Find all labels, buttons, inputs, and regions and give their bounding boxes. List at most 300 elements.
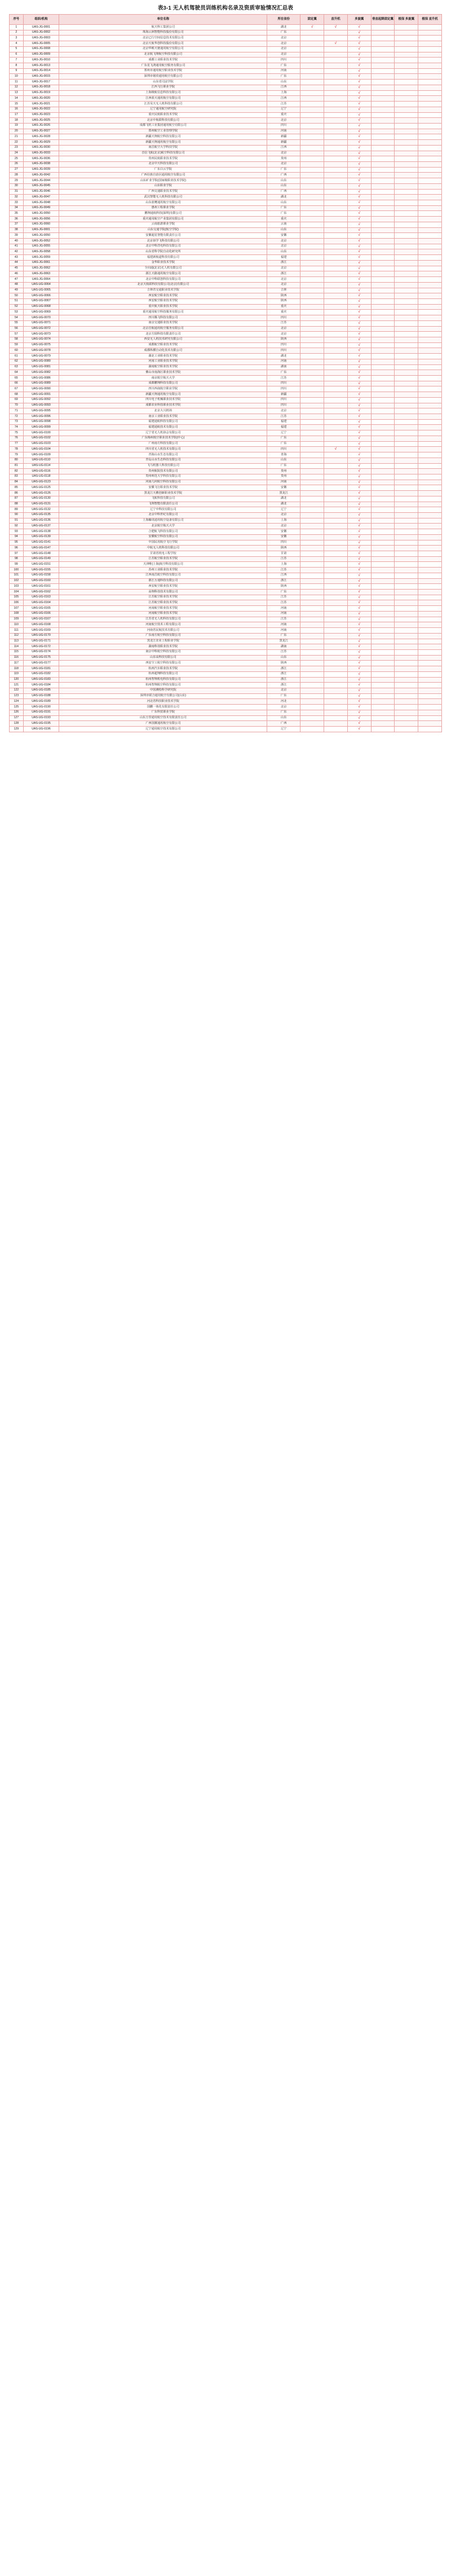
row-multirotor	[347, 211, 371, 217]
row-province: 陕西	[267, 298, 300, 304]
table-row	[10, 699, 442, 705]
row-org-name: 郑州市通用航空职业技术学院	[59, 68, 267, 74]
row-org-name: 北京天航联科技有限公司(北京)有限公司	[59, 282, 267, 288]
row-helicopter	[324, 46, 348, 52]
row-index: 18	[10, 118, 24, 124]
row-helicopter	[324, 699, 348, 705]
row-index: 27	[10, 167, 24, 173]
row-org-name: 贵州师范大学科技有限公司	[59, 474, 267, 480]
table-row	[10, 96, 442, 102]
row-multirotor	[347, 441, 371, 447]
check-icon: √	[358, 222, 360, 226]
row-plant-helicopter	[418, 304, 442, 310]
row-helicopter	[324, 397, 348, 403]
row-helicopter	[324, 167, 348, 173]
row-province: 北京	[267, 705, 300, 710]
check-icon: √	[358, 513, 360, 517]
row-vtol-fixed-wing	[371, 25, 395, 30]
row-org-name: 深圳市联合通用航空有限公司(山东)	[59, 693, 267, 699]
row-helicopter	[324, 425, 348, 430]
row-org-name: 湖南航空职业技术学院	[59, 364, 267, 370]
table-row	[10, 436, 442, 441]
row-province: 河南	[267, 628, 300, 634]
row-multirotor	[347, 727, 371, 732]
row-code: UAS-UG-0118	[23, 474, 59, 480]
row-fixed-wing	[300, 666, 324, 672]
row-province: 广东	[267, 710, 300, 715]
row-province: 河南	[267, 606, 300, 612]
check-icon: √	[358, 694, 360, 698]
row-code: UAS-UG-0161	[23, 584, 59, 590]
row-fixed-wing	[300, 403, 324, 408]
row-plant-helicopter	[418, 386, 442, 392]
row-multirotor	[347, 556, 371, 562]
row-org-name: 西安航空职业技术学院	[59, 584, 267, 590]
row-vtol-fixed-wing	[371, 693, 395, 699]
check-icon: √	[358, 184, 360, 188]
row-plant-multirotor	[395, 227, 418, 233]
row-vtol-fixed-wing	[371, 85, 395, 90]
row-code: UAS-UG-0162	[23, 590, 59, 595]
check-icon: √	[358, 157, 360, 161]
row-plant-multirotor	[395, 195, 418, 200]
row-helicopter	[324, 233, 348, 239]
row-province: 重庆	[267, 310, 300, 315]
row-code: UAS-JG-0001	[23, 227, 59, 233]
row-multirotor	[347, 447, 371, 452]
check-icon: √	[358, 349, 360, 353]
row-vtol-fixed-wing	[371, 452, 395, 458]
table-row	[10, 359, 442, 364]
row-plant-multirotor	[395, 145, 418, 151]
check-icon: √	[358, 705, 360, 709]
row-helicopter	[324, 436, 348, 441]
row-index: 83	[10, 474, 24, 480]
row-plant-helicopter	[418, 310, 442, 315]
table-row	[10, 140, 442, 146]
row-index: 62	[10, 359, 24, 364]
row-fixed-wing	[300, 90, 324, 96]
row-vtol-fixed-wing	[371, 310, 395, 315]
row-province: 河南	[267, 129, 300, 134]
row-plant-multirotor	[395, 90, 418, 96]
row-vtol-fixed-wing	[371, 129, 395, 134]
row-fixed-wing	[300, 683, 324, 688]
row-fixed-wing	[300, 584, 324, 590]
row-helicopter	[324, 507, 348, 513]
row-plant-multirotor	[395, 436, 418, 441]
row-fixed-wing	[300, 183, 324, 189]
row-vtol-fixed-wing	[371, 315, 395, 321]
row-province: 浙江	[267, 677, 300, 683]
row-vtol-fixed-wing	[371, 189, 395, 195]
row-plant-multirotor	[395, 617, 418, 622]
row-index: 129	[10, 727, 24, 732]
row-helicopter	[324, 414, 348, 420]
row-fixed-wing	[300, 239, 324, 244]
row-multirotor	[347, 282, 371, 288]
table-row	[10, 118, 442, 124]
row-org-name: 南京交通职业技术学院	[59, 320, 267, 326]
row-multirotor	[347, 485, 371, 491]
row-helicopter	[324, 568, 348, 573]
row-org-name: 南京航空航天大学	[59, 376, 267, 381]
row-plant-helicopter	[418, 227, 442, 233]
check-icon: √	[358, 453, 360, 457]
row-code: UAS-UG-0104	[23, 447, 59, 452]
row-org-name: 北京佰学飞科技有限公司	[59, 239, 267, 244]
row-multirotor	[347, 683, 371, 688]
table-row	[10, 633, 442, 639]
row-province: 江苏	[267, 600, 300, 606]
row-code: UAS-UG-0092	[23, 397, 59, 403]
row-vtol-fixed-wing	[371, 683, 395, 688]
row-plant-helicopter	[418, 551, 442, 557]
check-icon: √	[358, 458, 360, 462]
row-province: 四川	[267, 123, 300, 129]
row-vtol-fixed-wing	[371, 595, 395, 600]
row-helicopter	[324, 260, 348, 266]
table-body	[10, 25, 442, 732]
row-org-name: 四川腾飞科技有限公司	[59, 315, 267, 321]
row-province: 北京	[267, 46, 300, 52]
row-province: 福建	[267, 419, 300, 425]
row-vtol-fixed-wing	[371, 649, 395, 655]
row-org-name: 广东星飞鸿通用航空服务有限公司	[59, 63, 267, 69]
row-fixed-wing	[300, 304, 324, 310]
row-helicopter	[324, 666, 348, 672]
row-helicopter	[324, 58, 348, 63]
row-plant-helicopter	[418, 436, 442, 441]
row-fixed-wing	[300, 266, 324, 271]
row-helicopter	[324, 298, 348, 304]
row-multirotor	[347, 480, 371, 485]
table-row	[10, 370, 442, 376]
row-vtol-fixed-wing	[371, 655, 395, 661]
table-row	[10, 518, 442, 524]
row-fixed-wing	[300, 644, 324, 650]
row-org-name: 重庆航天职业技术学院	[59, 304, 267, 310]
check-icon: √	[358, 25, 360, 29]
row-plant-multirotor	[395, 30, 418, 36]
row-province: 新疆	[267, 140, 300, 146]
row-vtol-fixed-wing	[371, 205, 395, 211]
row-org-name: 河南几何航空科技有限公司	[59, 480, 267, 485]
row-index: 21	[10, 134, 24, 140]
row-multirotor	[347, 161, 371, 167]
row-index: 59	[10, 342, 24, 348]
row-index: 111	[10, 628, 24, 634]
row-vtol-fixed-wing	[371, 512, 395, 518]
row-plant-helicopter	[418, 46, 442, 52]
row-fixed-wing	[300, 107, 324, 112]
row-fixed-wing	[300, 458, 324, 463]
row-vtol-fixed-wing	[371, 282, 395, 288]
row-code: UAS-UG-0139	[23, 534, 59, 540]
check-icon: √	[358, 436, 360, 440]
table-row	[10, 80, 442, 85]
row-index: 33	[10, 200, 24, 206]
row-fixed-wing	[300, 255, 324, 261]
row-fixed-wing	[300, 249, 324, 255]
row-plant-helicopter	[418, 205, 442, 211]
row-code: UAS-JG-0044	[23, 178, 59, 184]
check-icon: √	[358, 140, 360, 144]
row-fixed-wing	[300, 568, 324, 573]
row-plant-multirotor	[395, 102, 418, 107]
row-plant-helicopter	[418, 452, 442, 458]
row-plant-multirotor	[395, 688, 418, 693]
row-plant-multirotor	[395, 469, 418, 474]
row-vtol-fixed-wing	[371, 107, 395, 112]
row-helicopter	[324, 633, 348, 639]
row-fixed-wing	[300, 447, 324, 452]
row-plant-multirotor	[395, 326, 418, 332]
table-row	[10, 573, 442, 578]
row-multirotor	[347, 30, 371, 36]
row-org-name: 辽宁通用航空技术有限公司	[59, 727, 267, 732]
row-fixed-wing	[300, 512, 324, 518]
row-org-name: 成都纵横自动化技术有限公司	[59, 348, 267, 354]
row-index: 122	[10, 688, 24, 693]
row-index: 114	[10, 644, 24, 650]
row-index: 24	[10, 151, 24, 156]
row-multirotor	[347, 671, 371, 677]
row-multirotor	[347, 710, 371, 715]
row-province: 浙江	[267, 683, 300, 688]
row-fixed-wing	[300, 342, 324, 348]
row-plant-helicopter	[418, 354, 442, 359]
row-plant-helicopter	[418, 584, 442, 590]
row-multirotor	[347, 666, 371, 672]
check-icon: √	[358, 491, 360, 495]
row-code: UAS-JG-0038	[23, 161, 59, 167]
row-helicopter	[324, 381, 348, 386]
check-icon: √	[358, 639, 360, 643]
row-code: UAS-UG-0136	[23, 518, 59, 524]
row-code: UAS-UG-0114	[23, 463, 59, 469]
check-icon: √	[334, 42, 337, 46]
table-row	[10, 491, 442, 496]
row-province: 山东	[267, 80, 300, 85]
row-fixed-wing	[300, 507, 324, 513]
row-province: 黑龙江	[267, 491, 300, 496]
row-plant-helicopter	[418, 666, 442, 672]
row-province: 山东	[267, 715, 300, 721]
row-code: UAS-UG-0196	[23, 727, 59, 732]
row-multirotor	[347, 348, 371, 354]
row-plant-multirotor	[395, 655, 418, 661]
row-vtol-fixed-wing	[371, 408, 395, 414]
row-index: 26	[10, 161, 24, 167]
check-icon: √	[358, 190, 360, 194]
row-fixed-wing	[300, 715, 324, 721]
row-index: 42	[10, 249, 24, 255]
row-multirotor	[347, 639, 371, 644]
row-org-name: 成都工业职业技术学院	[59, 58, 267, 63]
row-plant-multirotor	[395, 578, 418, 584]
row-helicopter	[324, 693, 348, 699]
row-index: 57	[10, 332, 24, 337]
row-fixed-wing	[300, 63, 324, 69]
row-fixed-wing	[300, 200, 324, 206]
row-helicopter	[324, 189, 348, 195]
table-row	[10, 496, 442, 502]
row-code: UAS-JG-0052	[23, 239, 59, 244]
row-fixed-wing	[300, 649, 324, 655]
row-index: 52	[10, 304, 24, 310]
row-plant-helicopter	[418, 348, 442, 354]
row-fixed-wing	[300, 524, 324, 529]
row-index: 103	[10, 584, 24, 590]
row-helicopter	[324, 534, 348, 540]
row-helicopter	[324, 463, 348, 469]
row-org-name: 北京华彬天驰通用航空有限公司	[59, 46, 267, 52]
row-index: 123	[10, 693, 24, 699]
row-index: 79	[10, 452, 24, 458]
row-multirotor	[347, 189, 371, 195]
row-org-name: 河北省科技职业技术学院	[59, 699, 267, 705]
row-plant-helicopter	[418, 397, 442, 403]
table-row	[10, 403, 442, 408]
row-index: 100	[10, 568, 24, 573]
row-index: 61	[10, 354, 24, 359]
row-index: 40	[10, 239, 24, 244]
row-plant-helicopter	[418, 244, 442, 249]
row-plant-helicopter	[418, 414, 442, 420]
table-row	[10, 392, 442, 398]
row-code: UAS-UG-0079	[23, 354, 59, 359]
row-helicopter	[324, 244, 348, 249]
row-province: 北京	[267, 512, 300, 518]
row-multirotor	[347, 260, 371, 266]
row-vtol-fixed-wing	[371, 167, 395, 173]
row-plant-helicopter	[418, 573, 442, 578]
row-helicopter	[324, 628, 348, 634]
row-multirotor	[347, 244, 371, 249]
row-index: 22	[10, 140, 24, 146]
row-fixed-wing	[300, 622, 324, 628]
row-plant-helicopter	[418, 58, 442, 63]
check-icon: √	[358, 47, 360, 51]
row-fixed-wing	[300, 397, 324, 403]
row-fixed-wing	[300, 173, 324, 178]
row-plant-multirotor	[395, 282, 418, 288]
row-plant-multirotor	[395, 474, 418, 480]
check-icon: √	[358, 502, 360, 506]
row-helicopter	[324, 474, 348, 480]
check-icon: √	[358, 354, 360, 358]
row-helicopter	[324, 496, 348, 502]
check-icon: √	[358, 288, 360, 292]
check-icon: √	[358, 316, 360, 320]
row-province: 江西	[267, 96, 300, 102]
row-fixed-wing	[300, 721, 324, 727]
row-code: UAS-UG-0089	[23, 381, 59, 386]
row-plant-helicopter	[418, 189, 442, 195]
row-plant-helicopter	[418, 419, 442, 425]
row-multirotor	[347, 502, 371, 507]
row-plant-multirotor	[395, 705, 418, 710]
row-org-name: 佛山市南海区职业技术学院	[59, 370, 267, 376]
row-code: UAS-UG-0164	[23, 600, 59, 606]
row-index: 16	[10, 107, 24, 112]
row-multirotor	[347, 195, 371, 200]
row-multirotor	[347, 140, 371, 146]
row-vtol-fixed-wing	[371, 644, 395, 650]
check-icon: √	[358, 278, 360, 282]
row-province: 安徽	[267, 485, 300, 491]
row-code: UAS-JG-0017	[23, 80, 59, 85]
row-code: UAS-UG-0099	[23, 425, 59, 430]
row-org-name: 浙江天路通用航空有限公司	[59, 271, 267, 277]
row-plant-helicopter	[418, 512, 442, 518]
row-multirotor	[347, 376, 371, 381]
row-helicopter	[324, 458, 348, 463]
row-code: UAS-UG-0103	[23, 441, 59, 447]
row-org-name: 南昌航空大学科技学院	[59, 145, 267, 151]
check-icon: √	[358, 683, 360, 687]
check-icon: √	[358, 464, 360, 468]
table-row	[10, 332, 442, 337]
row-province: 河南	[267, 611, 300, 617]
row-fixed-wing	[300, 332, 324, 337]
row-plant-helicopter	[418, 590, 442, 595]
row-index: 31	[10, 189, 24, 195]
row-org-name: 杭州汽车职业技术学院	[59, 666, 267, 672]
row-province: 浙江	[267, 671, 300, 677]
check-icon: √	[358, 151, 360, 155]
row-plant-helicopter	[418, 524, 442, 529]
check-icon: √	[358, 415, 360, 419]
row-fixed-wing	[300, 348, 324, 354]
row-vtol-fixed-wing	[371, 239, 395, 244]
row-fixed-wing	[300, 628, 324, 634]
row-vtol-fixed-wing	[371, 568, 395, 573]
row-org-name: 杭州智翔机电科技有限公司	[59, 677, 267, 683]
row-index: 28	[10, 173, 24, 178]
row-vtol-fixed-wing	[371, 419, 395, 425]
row-helicopter	[324, 227, 348, 233]
table-row	[10, 721, 442, 727]
row-province: 甘肃	[267, 551, 300, 557]
row-code: UAS-UG-0132	[23, 507, 59, 513]
row-fixed-wing	[300, 211, 324, 217]
table-row	[10, 304, 442, 310]
row-code: UAS-UG-0170	[23, 633, 59, 639]
row-helicopter	[324, 447, 348, 452]
table-row	[10, 222, 442, 227]
row-index: 55	[10, 320, 24, 326]
row-multirotor	[347, 205, 371, 211]
table-row	[10, 556, 442, 562]
row-plant-helicopter	[418, 195, 442, 200]
row-fixed-wing	[300, 85, 324, 90]
row-multirotor	[347, 403, 371, 408]
row-vtol-fixed-wing	[371, 266, 395, 271]
row-index: 82	[10, 469, 24, 474]
row-code: UAS-UG-0168	[23, 622, 59, 628]
table-header	[10, 15, 442, 25]
row-code: UAS-UG-0181	[23, 666, 59, 672]
row-plant-helicopter	[418, 249, 442, 255]
row-index: 47	[10, 277, 24, 283]
row-province: 辽宁	[267, 430, 300, 436]
row-plant-multirotor	[395, 211, 418, 217]
row-org-name: 山东交通学院(航空学院)	[59, 227, 267, 233]
row-vtol-fixed-wing	[371, 485, 395, 491]
table-row	[10, 36, 442, 41]
